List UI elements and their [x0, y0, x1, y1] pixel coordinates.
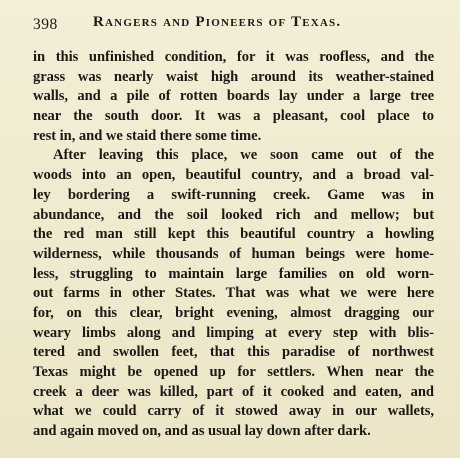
text-line: rest in, and we staid there some time. [33, 127, 262, 144]
text-line: what we could carry of it stowed away in our wallets, [33, 403, 434, 420]
text-line: the red man still kept this beautiful country a howling [33, 226, 434, 243]
text-line: tered and swollen feet, that this paradise of northwest [33, 344, 434, 361]
text-line: abundance, and the soil looked rich and mellow; but [33, 206, 434, 223]
running-head [33, 14, 434, 38]
text-line: wilderness, while thousands of human beings were home- [33, 245, 434, 262]
text-line: less, struggling to maintain large families on old worn- [33, 265, 434, 282]
text-line: in this unfinished condition, for it was roofless, and the [33, 49, 434, 65]
text-line: near the south door. It was a pleasant, cool place to [33, 108, 434, 125]
body-text [33, 48, 434, 442]
text-line: woods into an open, beautiful country, and a broad val- [33, 167, 434, 184]
text-line: weary limbs along and limping at every step with blis- [33, 324, 434, 341]
text-line: creek a deer was killed, part of it cooked and eaten, and [33, 383, 434, 400]
text-line: ley bordering a swift-running creek. Game was in [33, 186, 434, 203]
paragraph-1 [33, 48, 434, 146]
text-line: out farms in other States. That was what we were here [33, 285, 434, 302]
page-number: 398 [33, 16, 58, 33]
text-line: Texas might be opened up for settlers. When near the [33, 364, 434, 380]
text-line: After leaving this place, we soon came out of the [53, 147, 434, 164]
text-line: grass was nearly waist high around its weather-stained [33, 68, 434, 85]
text-line: walls, and a pile of rotten boards lay under a large tree [33, 88, 434, 105]
text-line: and again moved on, and as usual lay down after dark. [33, 423, 371, 440]
text-line: for, on this clear, bright evening, almost dragging our [33, 304, 434, 321]
running-title: Rangers and Pioneers of Texas. [93, 14, 342, 30]
paragraph-2 [33, 146, 434, 441]
